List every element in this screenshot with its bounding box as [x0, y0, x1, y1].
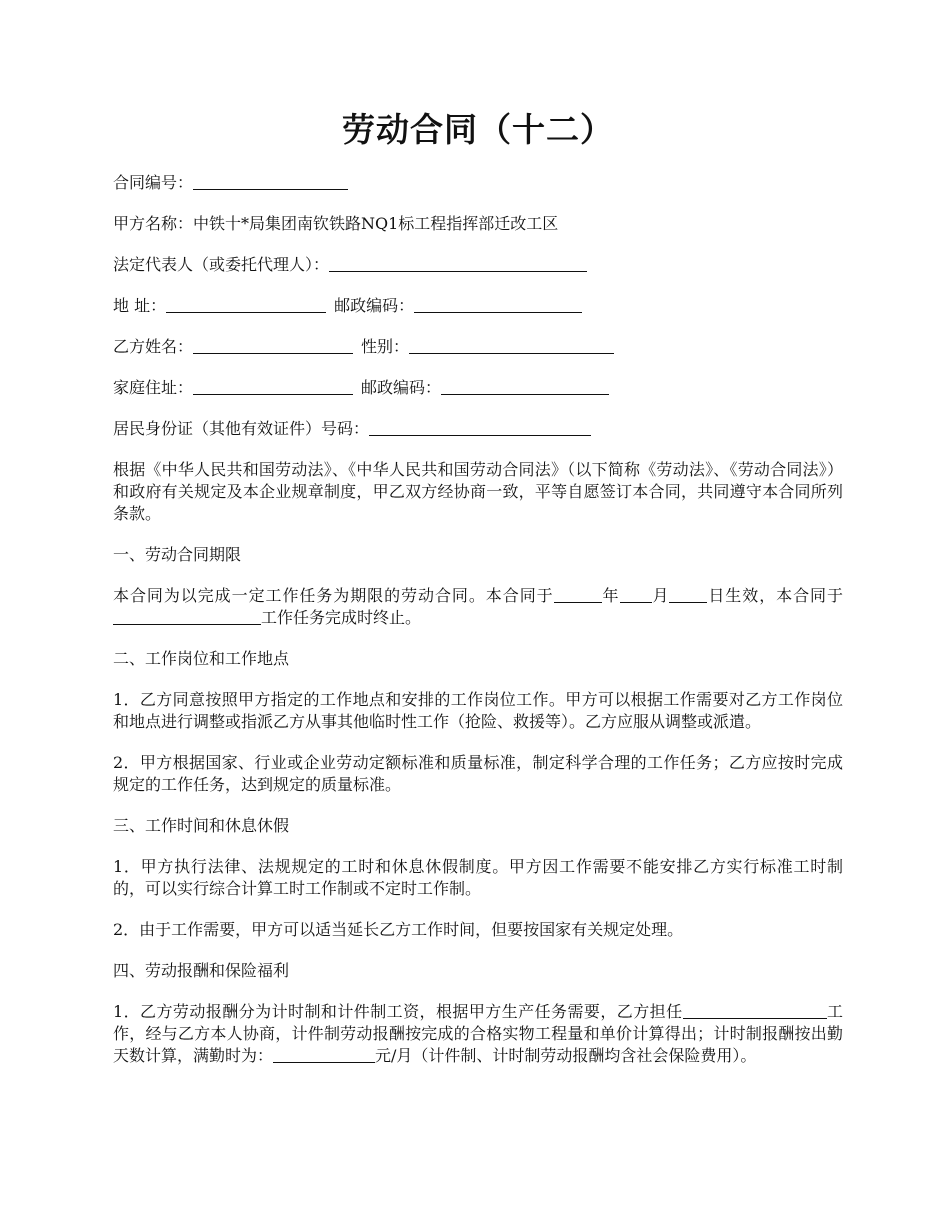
postal-code-blank[interactable]	[414, 296, 582, 313]
section-2-heading: 二、工作岗位和工作地点	[113, 648, 290, 668]
year-label: 年	[601, 585, 620, 605]
month-label: 月	[651, 585, 670, 605]
gender-blank[interactable]	[409, 337, 614, 354]
section-2-item-2: 2．甲方根据国家、行业或企业劳动定额标准和质量标准，制定科学合理的工作任务；乙方应按时完成规定的工作任务，达到规定的质量标准。	[113, 752, 843, 794]
contract-number-label: 合同编号：	[113, 172, 194, 192]
section-3-heading: 三、工作时间和休息休假	[113, 815, 290, 835]
postal-code-label: 邮政编码：	[334, 295, 415, 315]
legal-representative-line	[113, 254, 843, 276]
postal-code-label-2: 邮政编码：	[361, 377, 442, 397]
section-3-item-1: 1．甲方执行法律、法规规定的工时和休息休假制度。甲方因工作需要不能安排乙方实行标准工时制的，可以实行综合计算工时工作制或不定时工作制。	[113, 856, 843, 898]
contract-number-line	[113, 172, 843, 194]
section-1-text-a: 本合同为以完成一定工作任务为期限的劳动合同。本合同于	[113, 585, 554, 605]
section-1-text-c: 工作任务完成时终止。	[261, 607, 422, 627]
id-number-blank[interactable]	[369, 419, 591, 436]
section-4-text-a: 1．乙方劳动报酬分为计时制和计件制工资，根据甲方生产任务需要，乙方担任	[113, 1001, 683, 1021]
preamble-paragraph: 根据《中华人民共和国劳动法》、《中华人民共和国劳动合同法》（以下简称《劳动法》、《劳动合同法》）和政府有关规定及本企业规章制度，甲乙双方经协商一致，平等自愿签订本合同，共同遵守本合同所列条款。	[113, 459, 843, 523]
home-address-line	[113, 377, 843, 399]
party-a-name: 甲方名称：中铁十*局集团南钦铁路NQ1标工程指挥部迁改工区	[113, 213, 559, 233]
start-year-blank[interactable]	[554, 586, 602, 603]
section-1-heading: 一、劳动合同期限	[113, 544, 242, 564]
section-4-item-1	[113, 1001, 843, 1067]
postal-code-blank-2[interactable]	[441, 378, 609, 395]
id-number-line	[113, 418, 843, 440]
party-b-name-line	[113, 336, 843, 358]
contract-number-blank[interactable]	[193, 173, 348, 190]
task-blank[interactable]	[113, 608, 261, 625]
id-number-label: 居民身份证（其他有效证件）号码：	[113, 418, 370, 438]
job-title-blank-cont[interactable]	[763, 1002, 827, 1019]
start-month-blank[interactable]	[620, 586, 652, 603]
address-blank[interactable]	[166, 296, 326, 313]
party-b-name-label: 乙方姓名：	[113, 336, 194, 356]
section-4-heading: 四、劳动报酬和保险福利	[113, 960, 290, 980]
section-2-item-1: 1．乙方同意按照甲方指定的工作地点和安排的工作岗位工作。甲方可以根据工作需要对乙方工作岗位和地点进行调整或指派乙方从事其他临时性工作（抢险、救援等）。乙方应服从调整或派遣。	[113, 689, 843, 731]
home-address-label: 家庭住址：	[113, 377, 194, 397]
party-a-address-line	[113, 295, 843, 317]
section-4-text-b: 工作，经与乙方本人协商，计件制劳动报酬按完成的合格实物工程量和单价计算得出；计时制报酬按出勤天数计算，满勤时为：	[113, 1001, 843, 1065]
section-3-item-2: 2．由于工作需要，甲方可以适当延长乙方工作时间，但要按国家有关规定处理。	[113, 919, 684, 939]
contract-page	[113, 110, 843, 1086]
address-label: 地 址：	[113, 295, 167, 315]
document-title: 劳动合同（十二）	[342, 110, 614, 149]
party-b-name-blank[interactable]	[193, 337, 353, 354]
legal-representative-blank[interactable]	[329, 255, 587, 272]
gender-label: 性别：	[361, 336, 410, 356]
home-address-blank[interactable]	[193, 378, 353, 395]
section-1-text-b: 日生效，本合同于	[707, 585, 843, 605]
section-1-paragraph	[113, 585, 843, 629]
monthly-pay-blank[interactable]	[273, 1046, 375, 1063]
section-4-text-c: 元/月（计件制、计时制劳动报酬均含社会保险费用）。	[375, 1045, 757, 1065]
start-day-blank[interactable]	[669, 586, 707, 603]
job-title-blank[interactable]	[683, 1002, 763, 1019]
legal-representative-label: 法定代表人（或委托代理人）：	[113, 254, 330, 274]
